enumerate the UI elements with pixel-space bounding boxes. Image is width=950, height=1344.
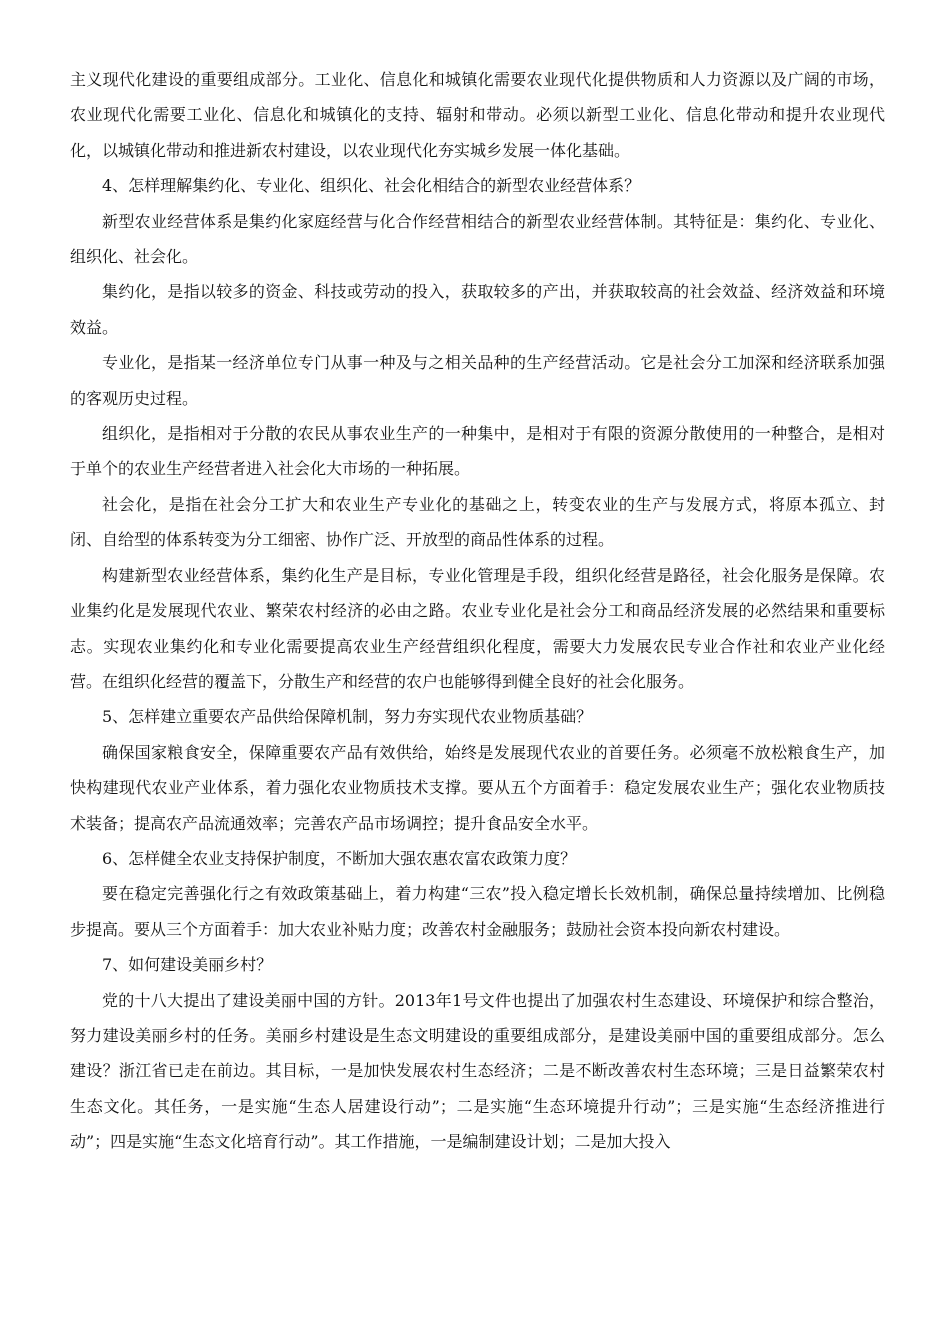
paragraph: 社会化，是指在社会分工扩大和农业生产专业化的基础之上，转变农业的生产与发展方式，将原本孤立、封闭、自给型的体系转变为分工细密、协作广泛、开放型的商品性体系的过程。 [70, 494, 885, 550]
paragraph: 确保国家粮食安全，保障重要农产品有效供给，始终是发展现代农业的首要任务。必须毫不放松粮食生产，加快构建现代农业产业体系，着力强化农业物质技术支撑。要从五个方面着手：稳定发展农业生产；强化农业物质技术装备；提高农产品流通效率；完善农产品市场调控；提升食品安全水平。 [70, 742, 885, 833]
paragraph: 构建新型农业经营体系，集约化生产是目标，专业化管理是手段，组织化经营是路径，社会化服务是保障。农业集约化是发展现代农业、繁荣农村经济的必由之路。农业专业化是社会分工和商品经济发展的必然结果和重要标志。实现农业集约化和专业化需要提高农业生产经营组织化程度，需要大力发展农民专业合作社和农业产业化经营。在组织化经营的覆盖下，分散生产和经营的农户也能够得到健全良好的社会化服务。 [70, 565, 885, 691]
question-heading-5: 5、怎样建立重要农产品供给保障机制，努力夯实现代农业物质基础？ [102, 707, 593, 727]
question-heading-7: 7、如何建设美丽乡村？ [102, 955, 273, 975]
paragraph: 要在稳定完善强化行之有效政策基础上，着力构建“三农”投入稳定增长长效机制，确保总量持续增加、比例稳步提高。要从三个方面着手：加大农业补贴力度；改善农村金融服务；鼓励社会资本投向新农村建设。 [70, 884, 885, 939]
paragraph: 组织化，是指相对于分散的农民从事农业生产的一种集中，是相对于有限的资源分散使用的一种整合，是相对于单个的农业生产经营者进入社会化大市场的一种拓展。 [70, 424, 885, 479]
paragraph: 专业化，是指某一经济单位专门从事一种及与之相关品种的生产经营活动。它是社会分工加深和经济联系加强的客观历史过程。 [70, 353, 885, 408]
document-page [70, 62, 885, 1160]
question-heading-4: 4、怎样理解集约化、专业化、组织化、社会化相结合的新型农业经营体系？ [102, 176, 641, 196]
paragraph-continuation: 主义现代化建设的重要组成部分。工业化、信息化和城镇化需要农业现代化提供物质和人力资源以及广阔的市场，农业现代化需要工业化、信息化和城镇化的支持、辐射和带动。必须以新型工业化、信息化带动和提升农业现代化，以城镇化带动和推进新农村建设，以农业现代化夯实城乡发展一体化基础。 [70, 70, 885, 160]
paragraph: 集约化，是指以较多的资金、科技或劳动的投入，获取较多的产出，并获取较高的社会效益、经济效益和环境效益。 [70, 282, 885, 337]
paragraph: 党的十八大提出了建设美丽中国的方针。2013年1号文件也提出了加强农村生态建设、环境保护和综合整治，努力建设美丽乡村的任务。美丽乡村建设是生态文明建设的重要组成部分，是建设美丽中国的重要组成部分。怎么建设？浙江省已走在前边。其目标，一是加快发展农村生态经济；二是不断改善农村生态环境；三是日益繁荣农村生态文化。其任务，一是实施“生态人居建设行动”；二是实施“生态环境提升行动”；三是实施“生态经济推进行动”；四是实施“生态文化培育行动”。其工作措施，一是编制建设计划；二是加大投入 [70, 990, 885, 1152]
paragraph: 新型农业经营体系是集约化家庭经营与化合作经营相结合的新型农业经营体制。其特征是：集约化、专业化、组织化、社会化。 [70, 211, 885, 267]
question-heading-6: 6、怎样健全农业支持保护制度，不断加大强农惠农富农政策力度？ [102, 848, 577, 868]
